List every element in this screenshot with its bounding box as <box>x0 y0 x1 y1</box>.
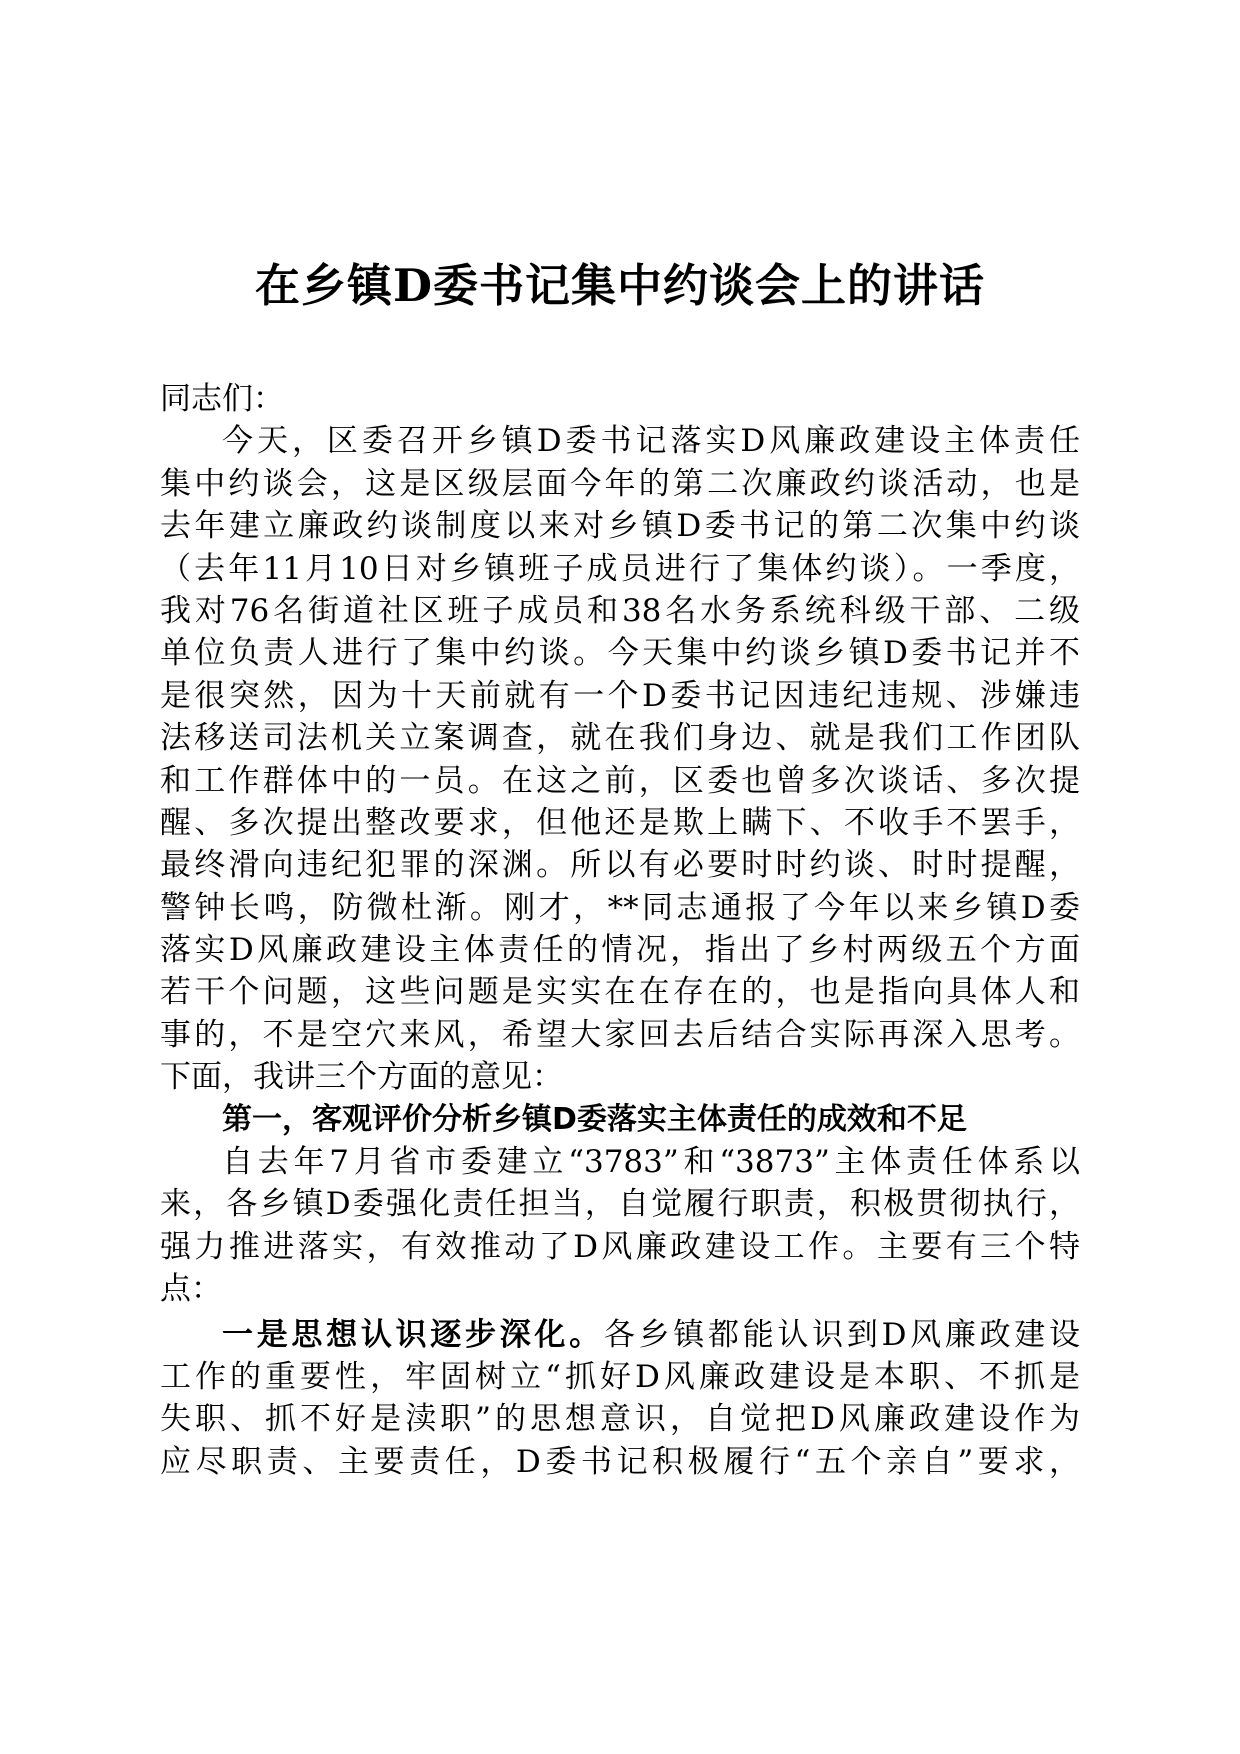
paragraph-line: 应尽职责、主要责任，D委书记积极履行“五个亲自”要求， <box>160 1443 1080 1480</box>
paragraph-line: 若干个问题，这些问题是实实在在存在的，也是指向具体人和 <box>160 974 1080 1011</box>
paragraph-line: 点： <box>160 1271 222 1308</box>
paragraph-line: 事的，不是空穴来风，希望大家回去后结合实际再深入思考。 <box>160 1016 1080 1053</box>
paragraph-line: （去年11月10日对乡镇班子成员进行了集体约谈）。一季度， <box>160 550 1080 587</box>
paragraph-line: 单位负责人进行了集中约谈。今天集中约谈乡镇D委书记并不 <box>160 635 1080 672</box>
point-paragraph <box>160 1314 1080 1484</box>
paragraph-line: 失职、抓不好是渎职”的思想意识，自觉把D风廉政建设作为 <box>160 1401 1080 1438</box>
paragraph-line: 和工作群体中的一员。在这之前，区委也曾多次谈话、多次提 <box>160 762 1080 799</box>
point-lead: 一是思想认识逐步深化。 <box>222 1316 604 1353</box>
paragraph-line: 醒、多次提出整改要求，但他还是欺上瞒下、不收手不罢手， <box>160 804 1080 841</box>
paragraph-line: 集中约谈会，这是区级层面今年的第二次廉政约谈活动，也是 <box>160 465 1080 502</box>
document-body <box>160 378 1080 1483</box>
paragraph-line: 来，各乡镇D委强化责任担当，自觉履行职责，积极贯彻执行， <box>160 1186 1080 1223</box>
paragraph-line: 工作的重要性，牢固树立“抓好D风廉政建设是本职、不抓是 <box>160 1358 1080 1395</box>
paragraph-line: 最终滑向违纪犯罪的深渊。所以有必要时时约谈、时时提醒， <box>160 847 1080 884</box>
paragraph-line: 警钟长鸣，防微杜渐。刚才，**同志通报了今年以来乡镇D委 <box>160 889 1080 926</box>
paragraph-line: 是很突然，因为十天前就有一个D委书记因违纪违规、涉嫌违 <box>160 677 1080 714</box>
paragraph-line: 今天，区委召开乡镇D委书记落实D风廉政建设主体责任 <box>222 423 1080 460</box>
salutation: 同志们： <box>160 381 284 417</box>
paragraph-line: 强力推进落实，有效推动了D风廉政建设工作。主要有三个特 <box>160 1228 1080 1265</box>
paragraph-line: 法移送司法机关立案调查，就在我们身边、就是我们工作团队 <box>160 720 1080 757</box>
paragraph-line: 落实D风廉政建设主体责任的情况，指出了乡村两级五个方面 <box>160 932 1080 969</box>
paragraph-line: 下面，我讲三个方面的意见： <box>160 1059 563 1096</box>
section-heading: 第一，客观评价分析乡镇D委落实主体责任的成效和不足 <box>222 1101 967 1137</box>
point-lead-rest: 各乡镇都能认识到D风廉政建设 <box>603 1316 1080 1353</box>
document-title: 在乡镇D委书记集中约谈会上的讲话 <box>254 259 986 312</box>
paragraph-line <box>160 1314 1080 1356</box>
intro-paragraph <box>160 420 1080 1098</box>
paragraph-line: 我对76名街道社区班子成员和38名水务系统科级干部、二级 <box>160 592 1080 629</box>
paragraph-line: 去年建立廉政约谈制度以来对乡镇D委书记的第二次集中约谈 <box>160 508 1080 545</box>
section-paragraph <box>160 1141 1080 1311</box>
paragraph-line: 自去年7月省市委建立“3783”和“3873”主体责任体系以 <box>222 1144 1080 1181</box>
